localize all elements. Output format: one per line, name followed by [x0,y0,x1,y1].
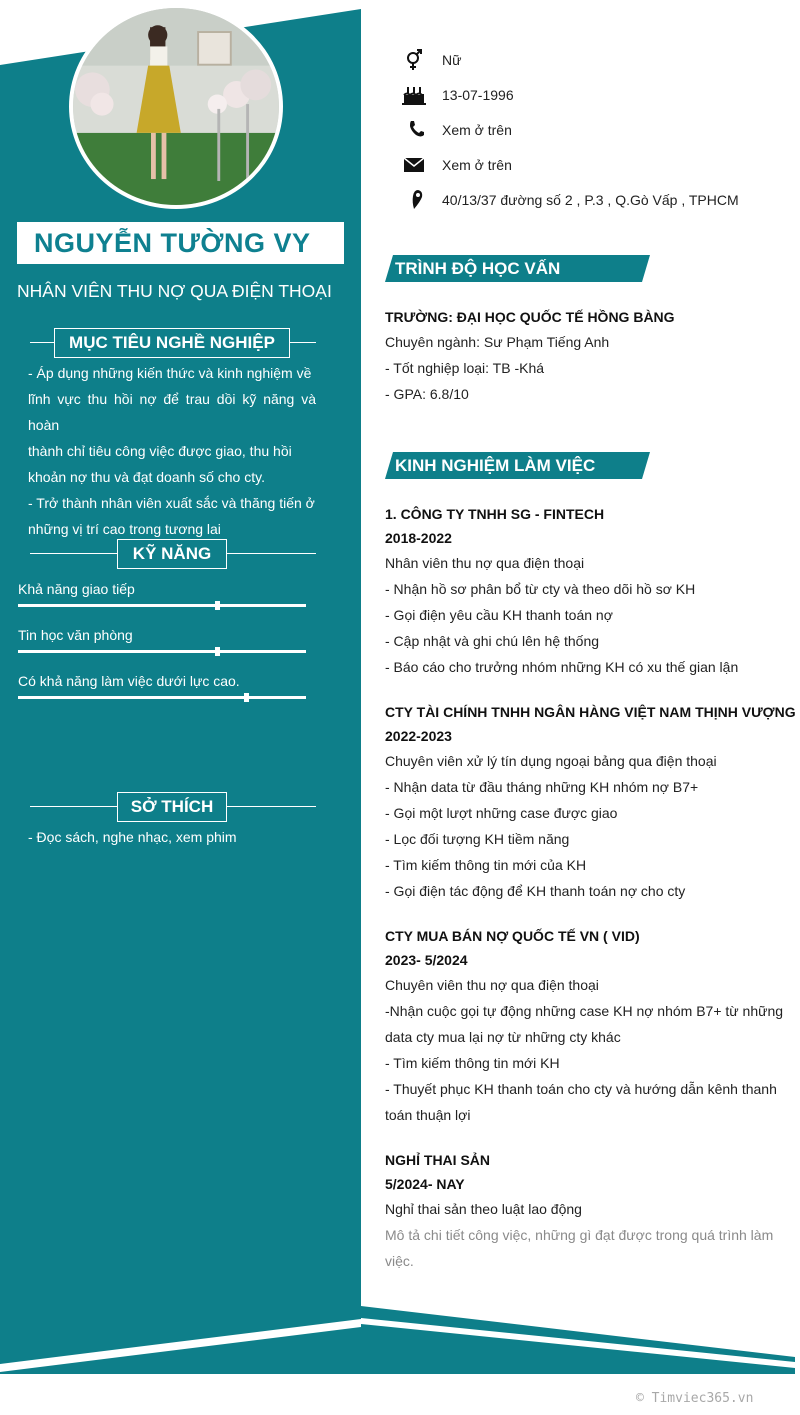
job-line: data cty mua lại nợ từ những cty khác [385,1029,621,1045]
skill-bar [18,604,306,607]
job-period: 2023- 5/2024 [385,952,468,968]
skill-level-marker [244,693,249,702]
contact-birthday-text: 13-07-1996 [442,87,514,103]
birthday-cake-icon [400,84,430,106]
skills-heading: KỸ NĂNG [117,539,227,569]
envelope-icon [400,154,430,176]
job-period: 2018-2022 [385,530,452,546]
objective-text [28,360,316,542]
education-heading-text: TRÌNH ĐỘ HỌC VẤN [395,259,561,278]
phone-icon [400,119,430,141]
job-company: CTY MUA BÁN NỢ QUỐC TẾ VN ( VID) [385,928,640,944]
objective-heading: MỤC TIÊU NGHỀ NGHIỆP [54,328,290,358]
job-line: - Thuyết phục KH thanh toán cho cty và hướng dẫn kênh thanh [385,1081,777,1097]
job-line: - Gọi một lượt những case được giao [385,805,618,821]
job-line: - Nhận hồ sơ phân bổ từ cty và theo dõi hồ sơ KH [385,581,696,597]
job-line: - Cập nhật và ghi chú lên hệ thống [385,633,600,649]
contact-phone-text: Xem ở trên [442,122,512,138]
education-heading [385,255,650,282]
location-pin-icon [400,189,430,211]
job-line: Chuyên viên thu nợ qua điện thoại [385,977,599,993]
skill-name: Khả năng giao tiếp [18,581,135,597]
job-placeholder-line: việc. [385,1253,414,1269]
skill-name: Tin học văn phòng [18,627,133,643]
objective-line: lĩnh vực thu hồi nợ để trau dồi kỹ năng và hoàn [28,391,316,433]
education-line: - Tốt nghiệp loại: TB -Khá [385,360,545,376]
contact-gender-text: Nữ [442,52,462,68]
job-line: Chuyên viên xử lý tín dụng ngoại bảng qua điện thoại [385,753,717,769]
skill-level-marker [215,601,220,610]
objective-line: - Áp dụng những kiến thức và kinh nghiệm về [28,365,312,381]
job-line: toán thuận lợi [385,1107,471,1123]
name-banner [17,222,344,264]
objective-line: thành chỉ tiêu công việc được giao, thu hồi [28,443,292,459]
gender-icon [400,49,430,71]
education-line: Chuyên ngành: Sư Phạm Tiếng Anh [385,334,610,350]
objective-line: - Trở thành nhân viên xuất sắc và thăng tiến ở [28,495,315,511]
education-school: TRƯỜNG: ĐẠI HỌC QUỐC TẾ HỒNG BÀNG [385,309,675,325]
profile-photo [69,4,283,209]
job-line: - Gọi điện tác động để KH thanh toán nợ cho cty [385,883,686,899]
job-company: 1. CÔNG TY TNHH SG - FINTECH [385,506,605,522]
job-line: - Tìm kiếm thông tin mới KH [385,1055,560,1071]
job-company: CTY TÀI CHÍNH TNHH NGÂN HÀNG VIỆT NAM THỊNH VƯỢNG [385,704,796,720]
hobbies-heading: SỞ THÍCH [117,792,227,822]
job-line: - Tìm kiếm thông tin mới của KH [385,857,587,873]
job-line: -Nhận cuộc gọi tự động những case KH nợ nhóm B7+ từ những [385,1003,784,1019]
skill-bar [18,650,306,653]
job-line: - Nhận data từ đầu tháng những KH nhóm nợ B7+ [385,779,699,795]
skill-name: Có khả năng làm việc dưới lực cao. [18,673,240,689]
job-line: Nhân viên thu nợ qua điện thoại [385,555,585,571]
objective-line: khoản nợ thu và đạt doanh số cho cty. [28,469,265,485]
experience-heading-text: KINH NGHIỆM LÀM VIỆC [395,456,596,475]
watermark: © Timviec365.vn [636,1391,754,1406]
job-line: - Lọc đối tượng KH tiềm năng [385,831,570,847]
job-line: - Báo cáo cho trưởng nhóm những KH có xu thế gian lận [385,659,739,675]
objective-line: những vị trí cao trong tương lai [28,521,221,537]
job-title: NHÂN VIÊN THU NỢ QUA ĐIỆN THOẠI [17,281,332,301]
job-line: Nghỉ thai sản theo luật lao động [385,1201,582,1217]
candidate-name: NGUYỄN TƯỜNG VY [34,228,311,258]
job-period: 5/2024- NAY [385,1176,465,1192]
skill-level-marker [215,647,220,656]
education-line: - GPA: 6.8/10 [385,386,469,402]
job-line: - Gọi điện yêu cầu KH thanh toán nợ [385,607,613,623]
job-placeholder-line: Mô tả chi tiết công việc, những gì đạt được trong quá trình làm [385,1227,774,1243]
skill-bar [18,696,306,699]
contact-address-text: 40/13/37 đường số 2 , P.3 , Q.Gò Vấp , TPHCM [442,192,739,208]
contact-email-text: Xem ở trên [442,157,512,173]
experience-heading [385,452,650,479]
hobbies-text: - Đọc sách, nghe nhạc, xem phim [28,829,237,845]
left-column-background [0,9,361,1374]
job-company: NGHỈ THAI SẢN [385,1152,490,1168]
job-period: 2022-2023 [385,728,452,744]
